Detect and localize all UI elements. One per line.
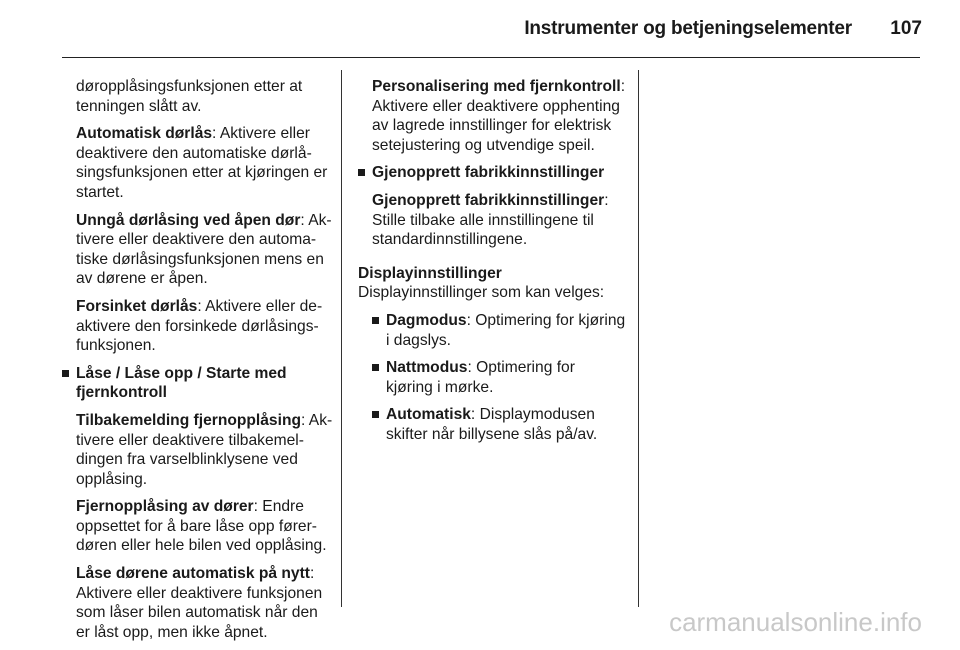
setting-description: : Stille tilbake alle innstillingene til standardinnstillingene.: [372, 191, 609, 249]
setting-term: Automatisk dørlås: [76, 125, 213, 143]
page-title: Instrumenter og betjeningselementer: [524, 18, 852, 39]
setting-automatic-door-lock: [62, 124, 334, 202]
bullet-square-icon: [62, 370, 69, 377]
section-intro: Displayinnstillinger som kan velges:: [358, 284, 605, 302]
setting-description: : Aktivere eller deaktivere opphenting av lagrede innstillinger for elektrisk setejustering og utvendige speil.: [372, 78, 626, 154]
section-heading-display: Displayinnstillinger: [358, 264, 502, 282]
setting-term: Personalisering med fjernkontroll: [372, 78, 621, 95]
list-item-automatic: [358, 405, 626, 444]
setting-description: : Aktivere eller deaktivere den automatiske dørlåsingsfunksjonen etter at kjøringen er startet.: [76, 125, 328, 201]
setting-term: Fjernopplåsing av dører: [76, 498, 254, 516]
setting-term: Låse dørene automatisk på nytt: [76, 565, 310, 583]
bullet-title: Låse / Låse opp / Starte med fjernkontroll: [76, 364, 287, 402]
bullet-lock-unlock-remote: [62, 364, 334, 403]
middle-column: [358, 77, 626, 453]
page-number: 107: [890, 18, 922, 39]
setting-description: : Endre oppsettet for å bare låse opp førerdøren eller hele bilen ved opplåsing.: [76, 498, 327, 555]
bullet-square-icon: [358, 169, 365, 176]
setting-term: Forsinket dørlås: [76, 297, 198, 315]
watermark: carmanualsonline.info: [669, 607, 922, 637]
item-description: : Displaymodusen skifter når billysene slås på/av.: [386, 406, 598, 443]
item-term: Nattmodus: [386, 359, 468, 377]
left-column: [62, 77, 334, 650]
setting-term: Unngå dørlåsing ved åpen dør: [76, 211, 301, 229]
header-divider: [62, 57, 920, 58]
bullet-square-icon: [372, 411, 379, 418]
setting-restore-factory: [358, 191, 626, 250]
setting-description: : Aktivere eller deaktivere funksjonen som låser bilen automatisk når den er låst opp, men ikke åpnet.: [76, 565, 323, 641]
setting-remote-door-unlock: [62, 497, 334, 556]
setting-prevent-lock-open-door: [62, 211, 334, 289]
setting-remote-unlock-feedback: [62, 411, 334, 489]
setting-delayed-door-lock: [62, 297, 334, 356]
paragraph-continuation: døropplåsingsfunksjonen etter at tenningen slått av.: [76, 78, 303, 115]
list-item-night-mode: [358, 358, 626, 397]
bullet-square-icon: [372, 364, 379, 371]
setting-auto-relock: [62, 564, 334, 642]
bullet-title: Gjenopprett fabrikkinnstillinger: [372, 164, 605, 182]
setting-term: Gjenopprett fabrikkinnstillinger: [372, 191, 605, 209]
bullet-square-icon: [372, 317, 379, 324]
setting-remote-personalization: [358, 77, 626, 155]
column-divider-right: [638, 70, 639, 607]
item-term: Dagmodus: [386, 311, 467, 329]
item-description: : Optimering for kjøring i dagslys.: [386, 311, 626, 349]
setting-description: : Aktivere eller deaktivere tilbakemeldingen fra varselblinklysene ved opplåsing.: [76, 411, 333, 488]
setting-term: Tilbakemelding fjernopplåsing: [76, 411, 301, 429]
column-divider-left: [341, 70, 342, 607]
item-description: : Optimering for kjøring i mørke.: [386, 359, 575, 396]
setting-description: : Aktivere eller deaktivere den forsinkede dørlåsingsfunksjonen.: [76, 297, 323, 355]
bullet-restore-factory: [358, 163, 626, 183]
list-item-day-mode: [358, 311, 626, 350]
setting-description: : Aktivere eller deaktivere den automatiske dørlåsingsfunksjonen mens en av dørene er åpen.: [76, 211, 332, 288]
item-term: Automatisk: [386, 406, 471, 424]
